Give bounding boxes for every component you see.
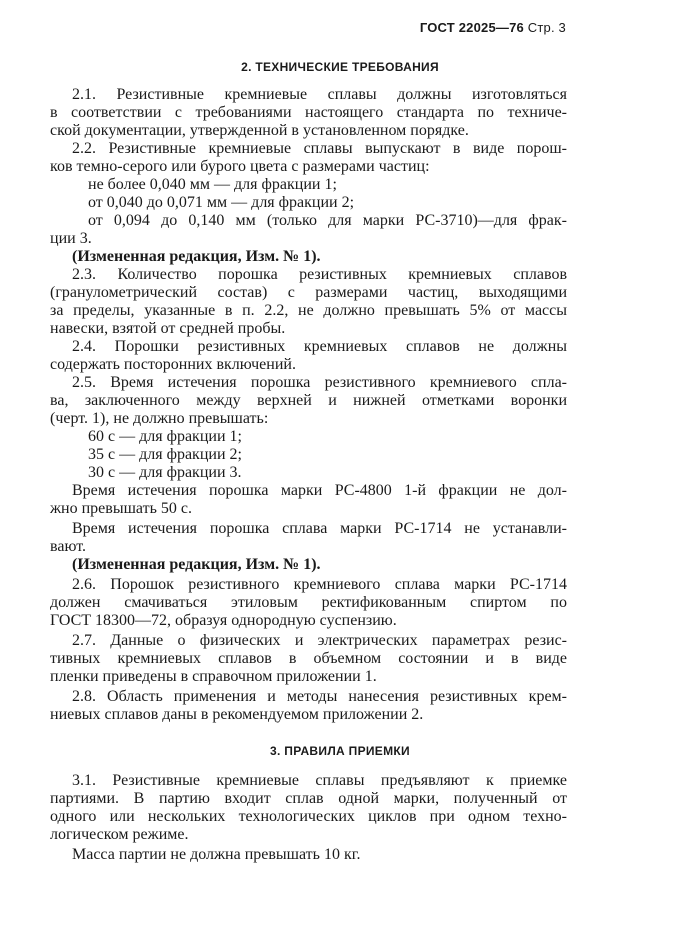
text-line: 2.7. Данные о физических и электрических параметрах резис- xyxy=(72,632,567,649)
amendment-note: (Измененная редакция, Изм. № 1). xyxy=(72,556,321,573)
section-3-title: 3. ПРАВИЛА ПРИЕМКИ xyxy=(270,744,410,758)
gost-number: ГОСТ 22025—76 xyxy=(419,20,524,35)
text-line: 3.1. Резистивные кремниевые сплавы предъявляют к приемке xyxy=(72,772,567,789)
text-line: 60 с — для фракции 1; xyxy=(88,428,242,445)
text-line: партиями. В партию входит сплав одной марки, полученный от xyxy=(50,790,567,807)
text-line: ниевых сплавов даны в рекомендуемом приложении 2. xyxy=(50,706,424,723)
text-line: жно превышать 50 с. xyxy=(50,500,192,517)
text-line: ва, заключенного между верхней и нижней отметками воронки xyxy=(50,392,567,409)
text-line: Время истечения порошка сплава марки РС-1714 не устанавли- xyxy=(72,520,567,537)
text-line: пленки приведены в справочном приложении 1. xyxy=(50,668,377,685)
text-line: вают. xyxy=(50,538,86,555)
text-line: 2.3. Количество порошка резистивных кремниевых сплавов xyxy=(72,266,567,283)
text-line: Масса партии не должна превышать 10 кг. xyxy=(72,846,361,863)
text-line: не более 0,040 мм — для фракции 1; xyxy=(88,176,337,193)
text-line: 2.1. Резистивные кремниевые сплавы должны изготовляться xyxy=(72,86,567,103)
text-line: логическом режиме. xyxy=(50,826,189,843)
text-line: ГОСТ 18300—72, образуя однородную суспензию. xyxy=(50,612,397,629)
text-line: тивных кремниевых сплавов в объемном состоянии и в виде xyxy=(50,650,567,667)
text-line: одного или нескольких технологических циклов при одном техно- xyxy=(50,808,567,825)
text-line: 2.5. Время истечения порошка резистивного кремниевого спла- xyxy=(72,374,567,391)
text-line: 2.2. Резистивные кремниевые сплавы выпускают в виде порош- xyxy=(72,140,567,157)
amendment-note: (Измененная редакция, Изм. № 1). xyxy=(72,248,321,265)
text-line: за пределы, указанные в п. 2.2, не должно превышать 5% от массы xyxy=(50,302,567,319)
text-line: содержать посторонних включений. xyxy=(50,356,296,373)
text-line: ской документации, утвержденной в установленном порядке. xyxy=(50,122,469,139)
text-line: (черт. 1), не должно превышать: xyxy=(50,410,269,427)
text-line: 2.6. Порошок резистивного кремниевого сплава марки РС-1714 xyxy=(72,576,567,593)
text-line: Время истечения порошка марки РС-4800 1-й фракции не дол- xyxy=(72,482,567,499)
text-line: 30 с — для фракции 3. xyxy=(88,464,242,481)
text-line: от 0,094 до 0,140 мм (только для марки РС-3710)—для фрак- xyxy=(88,212,567,229)
text-line: 2.4. Порошки резистивных кремниевых сплавов не должны xyxy=(72,338,567,355)
text-line: (гранулометрический состав) с размерами частиц, выходящими xyxy=(50,284,567,301)
text-line: 35 с — для фракции 2; xyxy=(88,446,242,463)
text-line: ков темно-серого или бурого цвета с размерами частиц: xyxy=(50,158,430,175)
text-line: 2.8. Область применения и методы нанесения резистивных крем- xyxy=(72,688,567,705)
text-line: должен смачиваться этиловым ректификованным спиртом по xyxy=(50,594,567,611)
page-number: Стр. 3 xyxy=(527,20,566,35)
text-line: навески, взятой от средней пробы. xyxy=(50,320,286,337)
text-line: в соответствии с требованиями настоящего стандарта по техниче- xyxy=(50,104,567,121)
text-line: от 0,040 до 0,071 мм — для фракции 2; xyxy=(88,194,355,211)
text-line: ции 3. xyxy=(50,230,92,247)
page-header xyxy=(420,20,566,35)
section-2-title: 2. ТЕХНИЧЕСКИЕ ТРЕБОВАНИЯ xyxy=(241,60,439,74)
